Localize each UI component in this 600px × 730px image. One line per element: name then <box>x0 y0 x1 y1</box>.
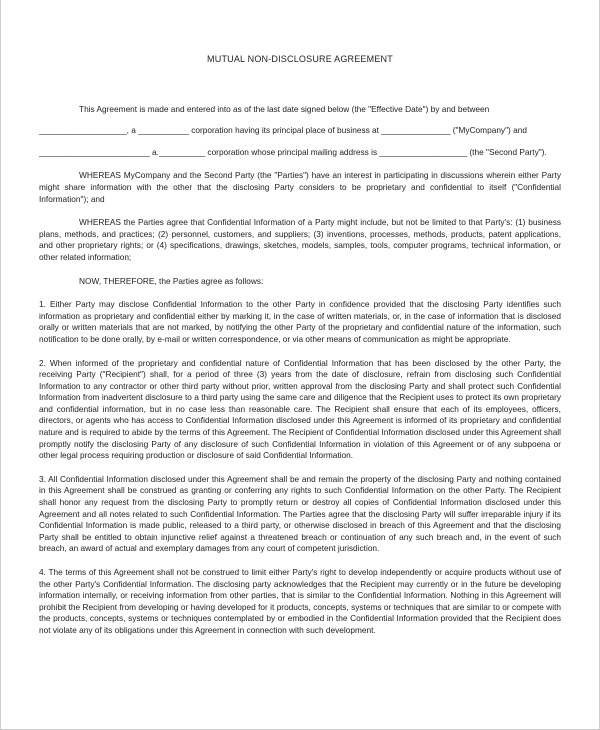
whereas-paragraph-2: WHEREAS the Parties agree that Confidential Information of a Party might include, but not be limited to that Party's: (1) business plans, methods, and practices; (2) personnel, customers, and suppliers; (3) inventions, processes, methods, products, patent applications, and other proprietary rights; or (4) specifications, drawings, sketches, models, samples, tools, computer programs, technical information, or other related information; <box>39 217 561 262</box>
document-title: MUTUAL NON-DISCLOSURE AGREEMENT <box>207 54 393 64</box>
clause-3: 3. All Confidential Information disclosed under this Agreement shall be and remain the property of the disclosing Party and nothing contained in this Agreement shall be construed as granting or conferring any rights to such Confidential Information on the other Party. The Recipient shall honor any request from the disclosing Party to promptly return or destroy all copies of Confidential Information disclosed under this Agreement and all notes related to such Confidential Information. The Parties agree that the disclosing Party will suffer irreparable injury if its Confidential Information is made public, released to a third party, or otherwise disclosed in breach of this Agreement and that the disclosing Party shall be entitled to obtain injunctive relief against a threatened breach or continuation of any such breach and, in the event of such breach, an award of actual and exemplary damages from any court of competent jurisdiction. <box>39 473 561 554</box>
now-therefore-paragraph: NOW, THEREFORE, the Parties agree as follows: <box>79 275 264 286</box>
party-line-second-party: ________________________ a.__________ corporation whose principal mailing address is ___________________ (the "Second Party"). <box>39 146 547 157</box>
intro-paragraph: This Agreement is made and entered into as of the last date signed below (the "Effective Date") by and between <box>79 103 490 114</box>
whereas-paragraph-1: WHEREAS MyCompany and the Second Party (the "Parties") have an interest in participating in discussions wherein either Party might share information with the other that the disclosing Party considers to be proprietary and confidential to itself ("Confidential Information"); and <box>39 170 561 204</box>
clause-4: 4. The terms of this Agreement shall not be construed to limit either Party's right to develop independently or acquire products without use of the other Party's Confidential Information. The disclosing party acknowledges that the Recipient may currently or in the future be developing information internally, or receiving information from other parties, that is similar to the Confidential Information. Nothing in this Agreement will prohibit the Recipient from developing or having developed for it products, concepts, systems or techniques that are similar to or compete with the products, concepts, systems or techniques contemplated by or embodied in the Confidential Information provided that the Recipient does not violate any of its obligations under this Agreement in connection with such development. <box>39 567 561 635</box>
clause-1: 1. Either Party may disclose Confidential Information to the other Party in confidence provided that the disclosing Party identifies such information as proprietary and confidential either by marking it, in the case of written materials, or, in the case of information that is disclosed orally or written materials that are not marked, by notifying the other Party of the proprietary and confidential nature of the information, such notification to be done orally, by e-mail or written correspondence, or via other means of communication as might be appropriate. <box>39 299 561 344</box>
clause-2: 2. When informed of the proprietary and confidential nature of Confidential Information that has been disclosed by the other Party, the receiving Party ("Recipient") shall, for a period of three (3) years from the date of disclosure, refrain from disclosing such Confidential Information to any contractor or other third party without prior, written approval from the disclosing Party and shall protect such Confidential Information from inadvertent disclosure to a third party using the same care and diligence that the Recipient uses to protect its own proprietary and confidential information, but in no case less than reasonable care. The Recipient shall ensure that each of its employees, officers, directors, or agents who has access to Confidential Information disclosed under this Agreement is informed of its proprietary and confidential nature and is required to abide by the terms of this Agreement. The Recipient of Confidential Information disclosed under this Agreement shall promptly notify the disclosing Party of any disclosure of such Confidential Information in violation of this Agreement or of any subpoena or other legal process requiring production or disclosure of said Confidential Information. <box>39 357 561 461</box>
party-line-mycompany: ___________________, a ___________ corporation having its principal place of business at _______________ ("MyCompany") and <box>39 125 527 136</box>
